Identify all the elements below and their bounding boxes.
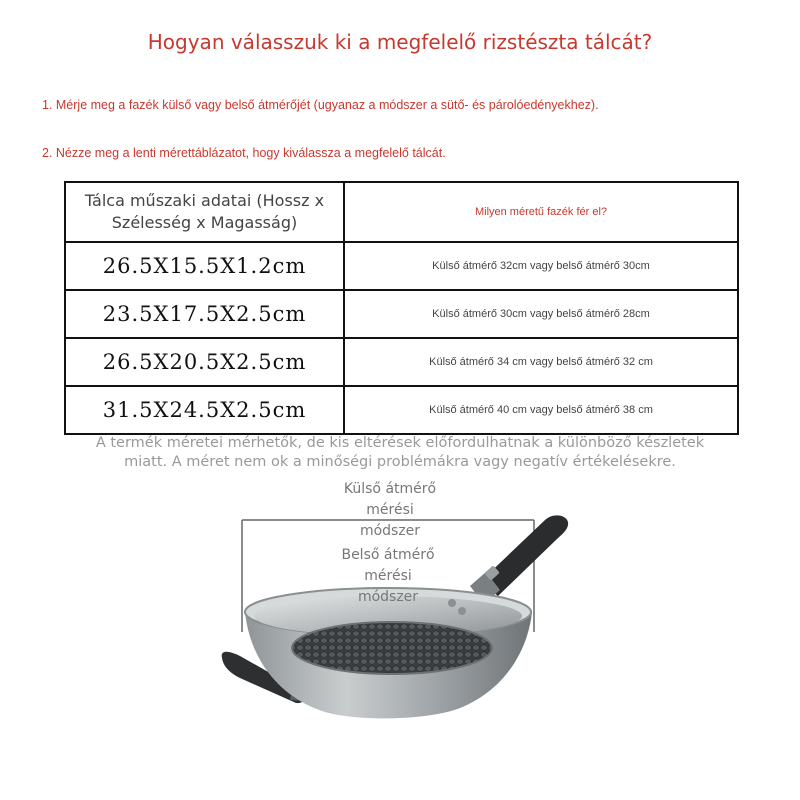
inner-diameter-label [308,545,468,608]
pot-fit: Külső átmérő 32cm vagy belső átmérő 30cm [344,242,738,290]
main-handle [470,515,568,604]
disclaimer-line-2: miatt. A méret nem ok a minőségi problémákra vagy negatív értékelésekre. [124,454,676,470]
outer-diameter-label [310,479,470,542]
tray-dimensions: 31.5X24.5X2.5cm [65,386,344,434]
instruction-step-1: 1. Mérje meg a fazék külső vagy belső átmérőjét (ugyanaz a módszer a sütő- és párolóedényekhez). [42,98,599,112]
tray-dimensions: 26.5X15.5X1.2cm [65,242,344,290]
inner-label-line-1: Belső átmérő [341,547,435,563]
pot-fit: Külső átmérő 40 cm vagy belső átmérő 38 cm [344,386,738,434]
fit-column-header: Milyen méretű fazék fér el? [344,182,738,242]
spec-header-line-1: Tálca műszaki adatai (Hossz x [84,191,325,210]
pot-fit: Külső átmérő 34 cm vagy belső átmérő 32 cm [344,338,738,386]
outer-label-line-2: mérési [366,502,414,518]
outer-label-line-1: Külső átmérő [343,481,437,497]
outer-label-line-3: módszer [359,523,421,539]
spec-header-line-2: Szélesség x Magasság) [111,213,298,232]
instruction-step-2: 2. Nézze meg a lenti mérettáblázatot, hogy kiválassza a megfelelő tálcát. [42,146,446,160]
inner-label-line-3: módszer [357,589,419,605]
pot-fit: Külső átmérő 30cm vagy belső átmérő 28cm [344,290,738,338]
tray-dimensions: 23.5X17.5X2.5cm [65,290,344,338]
disclaimer-line-1: A termék méretei mérhetők, de kis eltérések előfordulhatnak a különböző készletek [95,435,705,451]
tray-dimensions: 26.5X20.5X2.5cm [65,338,344,386]
page-title: Hogyan válasszuk ki a megfelelő rizstészta tálcát? [147,30,653,54]
inner-label-line-2: mérési [364,568,412,584]
